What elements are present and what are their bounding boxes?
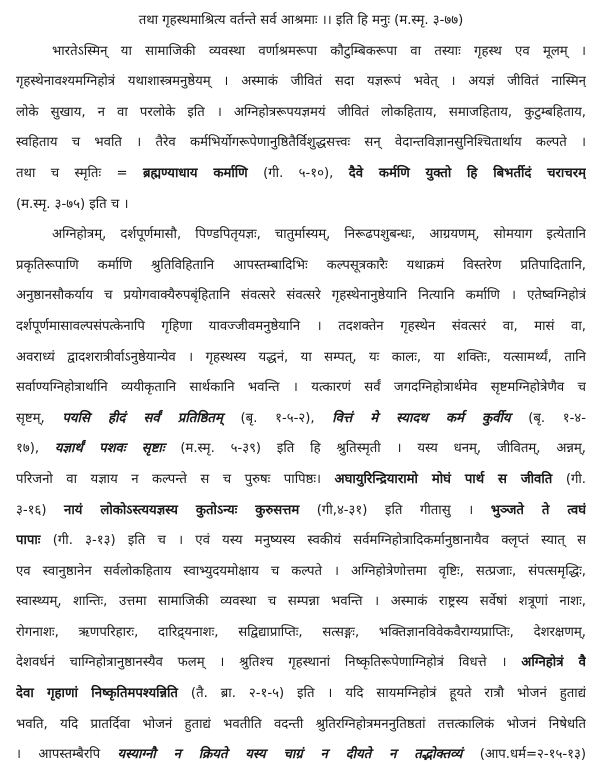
text-line <box>16 434 586 465</box>
text-line <box>16 404 586 435</box>
bold-quote: देवा गृहाणां निष्कृतिमपश्यन्निति <box>16 686 178 702</box>
text-line: गृहस्थेनावश्यमग्निहोत्रं यथाशास्त्रमनुष्ठेयम् । अस्माकं जीवितं सदा यज्ञरूपं भवेत् । अयज्ञं जीवितं नास्मिन् <box>16 74 586 90</box>
citation: (बृ. १-४- <box>510 410 586 426</box>
text-line: (म.स्मृ. ३-७५) इति च । <box>16 196 129 212</box>
heading-line: तथा गृहस्थमाश्रित्य वर्तन्ते सर्व आश्रमाः ।। इति हि मनुः (म.स्मृ. ३-७७) <box>138 13 464 28</box>
text-line: अग्निहोत्रम्, दर्शपूर्णमासौ, पिण्डपितृयज्ञः, चातुर्मास्यम्, निरूढपशुबन्धः, आग्रयणम्, सोमयाग इत्येतानि <box>52 227 586 243</box>
text-span: (गी. ३-१३) इति च । एवं यस्य मनुष्यस्य स्वकीयं सर्वमग्निहोत्रादिकर्मानुष्ठानायैव क्लृप्तं स्यात् स <box>40 533 586 549</box>
citation: (गी,४-३१) इति गीतासु । <box>299 502 491 518</box>
bold-italic-quote: यस्याग्नौ न क्रियते यस्य चाग्रं न दीयते न तद्भोक्तव्यं <box>117 747 463 763</box>
text-line: प्रकृतिरूपाणि कर्माणि श्रुतिविहितानि आपस्तम्बादिभिः कल्पसूत्रकारैः यथाक्रमं विस्तरेण प्रतिपादितानि, <box>16 257 586 273</box>
citation: (गी. <box>552 471 586 487</box>
text-line: रोगनाशः, ऋणपरिहारः, दारिद्र्यनाशः, सद्विद्याप्राप्तिः, सत्सङ्गः, भक्तिज्ञानविवेकवैराग्यप्राप्तिः, देशरक्षणम्, <box>16 624 586 640</box>
text-line <box>16 526 586 557</box>
quote-line <box>16 159 586 190</box>
text-line: दर्शपूर्णमासावल्पसंपत्केनापि गृहिणा यावज्जीवमनुष्ठेयानि । तदशक्तेन गृहस्थेन संवत्सरं वा, मासं वा, <box>16 318 586 334</box>
text-line: एव स्वानुष्ठानेन सर्वलोकहिताय स्वाभ्युदयमोक्षाय च कल्पते । अग्निहोत्रेणोत्तमा वृष्टिः, सत्प्रजाः, संपत्समृद्धिः, <box>16 563 586 579</box>
text-line: स्वहिताय च भवति । तैरेव कर्मभिर्योगरूपेणानुष्ठितैर्विशुद्धसत्त्वः सन् वेदान्तविज्ञानसुनिश्चितार्थाय कल्पते । <box>16 135 586 151</box>
text-span: देशवर्धनं चाग्निहोत्रानुष्ठानस्यैव फलम् । श्रुतिश्च गृहस्थानां निष्कृतिरूपेणाग्निहोत्रं विधत्ते । <box>16 655 522 671</box>
text-line: भारतेऽस्मिन् या सामाजिकी व्यवस्था वर्णाश्रमरूपा कौटुम्बिकरूपा वा तस्याः गृहस्थ एव मूलम् । <box>52 43 586 59</box>
bold-quote: नायं लोकोऽस्त्ययज्ञस्य कुतोऽन्यः कुरुसत्तम <box>64 502 300 518</box>
text-line: अनुष्ठानसौकर्याय च प्रयोगवाक्यैरुपबृंहितानि संवत्सरे संवत्सरे गृहस्थेनानुष्ठेयानि नित्यानि कर्माणि । एतेष्वग्निहोत्रं <box>16 288 586 304</box>
bold-quote: अघायुरिन्द्रियारामो मोघं पार्थ स जीवति <box>334 471 553 487</box>
text-line <box>16 465 586 496</box>
text-line: स्वास्थ्यम्, शान्तिः, उत्तमा सामाजिकी व्यवस्था च सम्पन्ना भवन्ति । अस्माकं राष्ट्रस्य सर्वेषां शत्रूणां नाशः, <box>16 594 586 610</box>
document-page <box>16 6 586 771</box>
paragraph-1 <box>16 37 586 221</box>
citation: (आप.धर्म=२-१५-१३) <box>462 747 586 763</box>
paragraph-2 <box>16 220 586 771</box>
text-line: भवति, यदि प्रातर्दिवा भोजनं हुताद्यं भवतीति वदन्ती श्रुतिरग्निहोत्रमननुतिष्ठतां तत्तत्कालिकं भोजनं निषेधति <box>16 716 586 732</box>
bold-quote: ब्रह्मण्याधाय कर्माणि <box>142 165 248 181</box>
text-line: अवराध्यं द्वादशरात्रीर्वाऽनुष्ठेयान्येव । गृहस्थस्य यद्धनं, या सम्पत्, यः कालः, या शक्तिः, यत्सामर्थ्यं, तानि <box>16 349 586 365</box>
bold-italic-quote: पयसि हीदं सर्वं प्रतिष्ठितम् <box>62 410 223 426</box>
citation: ३-१६) <box>16 502 65 518</box>
citation: (गी. ५-१०), <box>247 165 349 181</box>
bold-quote: पापाः <box>16 533 41 549</box>
text-span: (तै. ब्रा. २-१-५) इति । यदि सायमग्निहोत्रं हूयते रात्रौ भोजनं हुताद्यं <box>177 686 586 702</box>
text-span: तथा च स्मृतिः = <box>16 165 143 181</box>
text-span: । आपस्तम्बैरपि <box>16 747 118 763</box>
bold-italic-quote: वित्तं मे स्यादथ कर्म कुर्वीय <box>332 410 511 426</box>
citation: १७), <box>16 441 55 457</box>
text-line: सर्वाण्यग्निहोत्रार्थानि व्ययीकृतानि सार्थकानि भवन्ति । यत्कारणं सर्वं जगदग्निहोत्रार्थमेव सृष्टमग्निहोत्रेणैव च <box>16 380 586 396</box>
bold-quote: अग्निहोत्रं वै <box>521 655 586 671</box>
bold-quote: दैवे कर्मणि युक्तो हि बिभर्तीदं चराचरम् <box>348 165 586 181</box>
text-span: (म.स्मृ. ५-३९) इति हि श्रुतिस्मृती । यस्य धनम्, जीवितम्, अन्नम्, <box>164 441 586 457</box>
bold-italic-quote: यज्ञार्थं पशवः सृष्टाः <box>54 441 165 457</box>
text-line: लोके सुखाय, न वा परलोके इति । अग्निहोत्ररूपयज्ञमयं जीवितं लोकहिताय, समाजहिताय, कुटुम्बहिताय, <box>16 104 586 120</box>
text-line <box>16 496 586 527</box>
citation: (बृ. १-५-२), <box>222 410 333 426</box>
text-line <box>16 740 586 771</box>
bold-quote: भुञ्जते ते त्वघं <box>490 502 586 518</box>
text-line <box>16 648 586 679</box>
text-span: सृष्टम्, <box>16 410 63 426</box>
text-span: परिजनो वा यज्ञाय न कल्पन्ते स च पुरुषः पापिष्ठः। <box>16 471 335 487</box>
text-line <box>16 679 586 710</box>
